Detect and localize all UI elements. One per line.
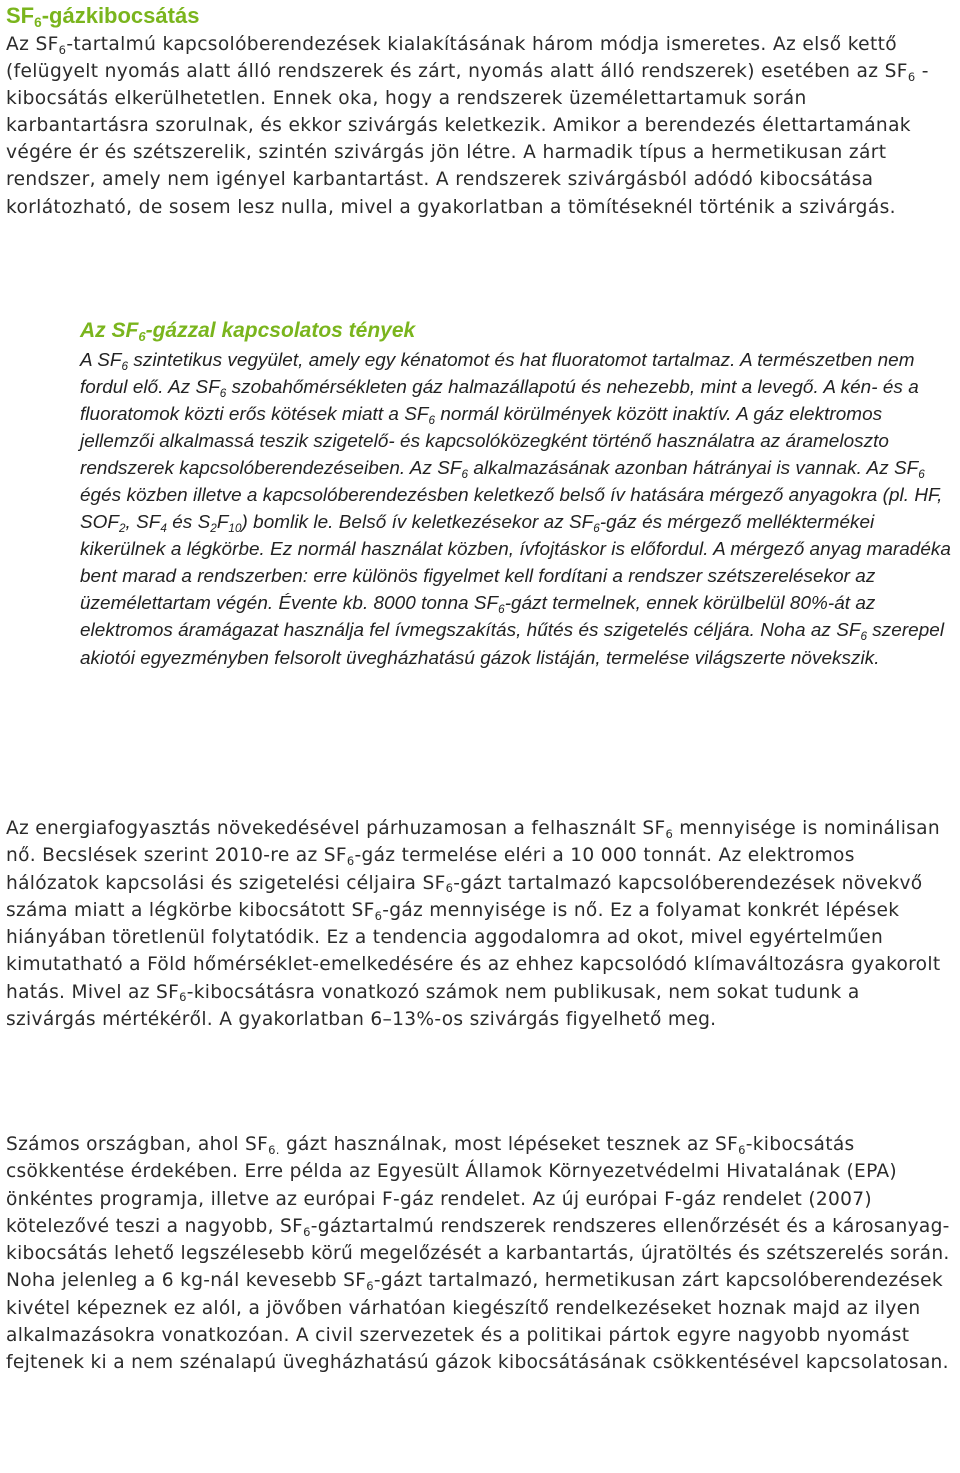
subscript: 6 xyxy=(428,413,436,427)
intro-paragraph xyxy=(6,31,951,221)
text-run: A SF xyxy=(80,350,122,371)
text-run: -gázt termelnek, ennek körülbelül 80%-át az elektromos áramágazat használja fel ívmegszakítás, hűtés és szigetelés céljára. Noha az SF xyxy=(80,593,876,642)
text-run: gázt használnak, most lépéseket tesznek az SF xyxy=(279,1134,739,1155)
text-run: F xyxy=(216,512,229,534)
section-title xyxy=(6,3,199,29)
text-run: -kibocsátás elkerülhetetlen. Ennek oka, hogy a rendszerek üzemélettartamuk során karbantartásra szorulnak, és ekkor szivárgás keletkezik. Amikor a berendezés élettartamának végére ér és szétszerelik, szintén szivárgás jön létre. A harmadik típus a hermetikusan zárt rendszer, amely nem igényel karbantartást. A rendszerek szivárgásból adódó kibocsátása korlátozható, de sosem lesz nulla, mivel a gyakorlatban a tömítéseknél történik a szivárgás. xyxy=(6,61,929,218)
body-paragraph xyxy=(6,815,951,1033)
text-run: ) bomlik le. Belső ív keletkezésekor az SF xyxy=(241,512,594,534)
subscript: 6 xyxy=(179,990,187,1005)
text-run: égés közben illetve a kapcsolóberendezésben keletkező belső ív hatására mérgező anyagokra (pl. HF, SOF xyxy=(80,485,943,534)
subscript: 6 xyxy=(121,359,129,373)
text-run: Az energiafogyasztás növekedésével párhuzamosan a felhasznált SF xyxy=(6,818,666,839)
text-run: szintetikus vegyület, amely egy kénatomot és hat fluoratomot tartalmaz. A természetben nem fordul elő. Az SF xyxy=(80,350,915,399)
subscript: 6 xyxy=(593,522,600,536)
text-run: -gáz és mérgező melléktermékei kikerülnek a légkörbe. Ez normál használat közben, ívfojtáskor is előfordul. A mérgező anyag maradéka bent marad a rendszerben: erre különös figyelmet kell fordítani a rendszer szétszerelésekor az üzemélettartam végén. Évente kb. 8000 tonna SF xyxy=(80,512,951,615)
text-run: -gáz mennyisége is nő. Ez a folyamat konkrét lépések hiányában töretlenül folytatódik. Ez a tendencia aggodalomra ad okot, mivel egyértelműen kimutatható a Föld hőmérséklet-emelkedésére és az ehhez kapcsolódó klímaváltozásra gyakorolt hatás. Mivel az SF xyxy=(6,899,941,1003)
subscript: 4 xyxy=(160,522,167,536)
facts-paragraph xyxy=(80,347,960,672)
text-run: -gázzal kapcsolatos tények xyxy=(145,319,416,342)
subscript: 6 xyxy=(366,1279,374,1294)
subscript: 6 xyxy=(860,630,867,644)
text-run: szerepel akiotói egyezményben felsorolt üvegházhatású gázok listáján, termelése világszerte növekszik. xyxy=(80,620,945,669)
text-run: Számos országban, ahol SF xyxy=(6,1134,269,1155)
subscript: 2 xyxy=(118,522,126,536)
body-paragraph xyxy=(6,1131,951,1377)
subscript: 2 xyxy=(210,522,217,536)
text-run: -kibocsátás csökkentése érdekében. Erre példa az Egyesült Államok Környezetvédelmi Hivatalának (EPA) önkéntes programja, illetve az európai F-gáz rendelet. Az új európai F-gáz rendelet (2007) kötelezővé teszi a nagyobb, SF xyxy=(6,1134,897,1237)
subscript: 6 xyxy=(498,603,505,617)
subscript: 6 xyxy=(374,908,383,923)
subscript: 6 xyxy=(138,329,146,345)
subscript: 6 xyxy=(445,881,454,896)
text-run: mennyisége is nominálisan nő. Becslések szerint 2010-re az SF xyxy=(6,818,940,867)
text-run: és S xyxy=(166,512,211,534)
subscript: 6 xyxy=(34,15,42,31)
section-title-text: -gázkibocsátás xyxy=(41,3,200,28)
subscript: 6 xyxy=(738,1142,746,1157)
subscript: 6. xyxy=(268,1142,280,1157)
subscript: 6 xyxy=(346,853,355,868)
subscript: 6 xyxy=(58,42,67,57)
text-run: normál körülmények között inaktív. A gáz elektromos jellemzői alkalmassá teszik szigetelő- és kapcsolóközegként történő használatra az árameloszto rendszerek kapcsolóberendezéseiben. Az SF xyxy=(80,404,889,480)
text-run: -kibocsátásra vonatkozó számok nem publikusak, nem sokat tudunk a szivárgás mértékéről. A gyakorlatban 6–13%-os szivárgás figyelhető meg. xyxy=(6,981,860,1031)
subscript: 6 xyxy=(461,467,469,481)
subscript: 6 xyxy=(303,1224,311,1239)
text-run: szobahőmérsékleten gáz halmazállapotú és nehezebb, mint a levegő. A kén- és a fluoratomok közti erős kötések miatt a SF xyxy=(80,377,919,426)
facts-box xyxy=(80,318,960,672)
subscript: 6 xyxy=(918,467,925,481)
text-run: , SF xyxy=(125,512,161,534)
text-run: -gázt tartalmazó, hermetikusan zárt kapcsolóberendezések kivétel képeznek ez alól, a jövőben várhatóan kiegészítő rendelkezéseket hoznak majd az ilyen alkalmazásokra vonatkozóan. A civil szervezetek és a politikai pártok egyre nagyobb nyomást fejtenek ki a nem szénalapú üvegházhatású gázok kibocsátásának csökkentésével kapcsolatosan. xyxy=(6,1270,949,1374)
subscript: 10 xyxy=(228,522,242,536)
subscript: 6 xyxy=(907,69,916,84)
text-run: Az SF xyxy=(80,319,139,342)
text-run: -gáz termelése eléri a 10 000 tonnát. Az elektromos hálózatok kapcsolási és szigetelési céljaira SF xyxy=(6,845,855,894)
text-run: -gázt tartalmazó kapcsolóberendezések növekvő száma miatt a légkörbe kibocsátott SF xyxy=(6,872,923,921)
section-title-text: SF xyxy=(6,3,35,28)
text-run: alkalmazásának azonban hátrányai is vannak. Az SF xyxy=(468,458,919,480)
subscript: 6 xyxy=(219,386,227,400)
subscript: 6 xyxy=(665,826,674,841)
text-run: -gáztartalmú rendszerek rendszeres ellenőrzését és a károsanyag-kibocsátás lehető legszélesebb körű megelőzését a karbantartás, újratöltés és szétszerelés során. Noha jelenleg a 6 kg-nál kevesebb SF xyxy=(6,1215,950,1292)
text-run: -tartalmú kapcsolóberendezések kialakításának három módja ismeretes. Az első kettő (felügyelt nyomás alatt álló rendszerek és zárt, nyomás alatt álló rendszerek) esetében az SF xyxy=(6,34,908,83)
text-run: Az SF xyxy=(6,34,59,55)
facts-title xyxy=(80,318,960,344)
